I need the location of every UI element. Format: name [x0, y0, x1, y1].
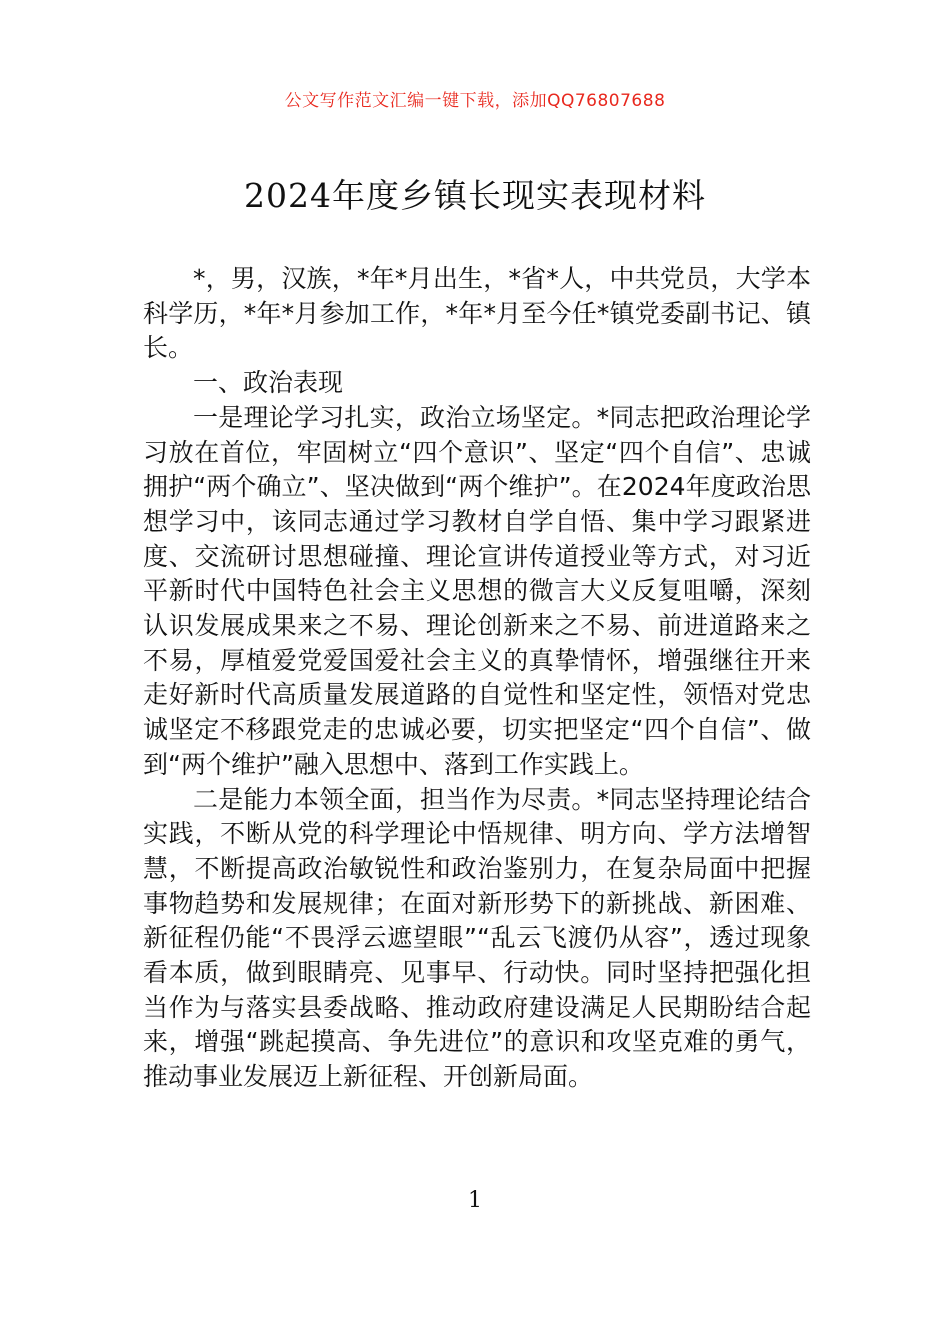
document-body: [143, 262, 811, 1095]
paragraph-theory-study: 一是理论学习扎实，政治立场坚定。*同志把政治理论学习放在首位，牢固树立“四个意识”、坚定“四个自信”、忠诚拥护“两个确立”、坚决做到“两个维护”。在2024年度政治思想学习中，该同志通过学习教材自学自悟、集中学习跟紧进度、交流研讨思想碰撞、理论宣讲传道授业等方式，对习近平新时代中国特色社会主义思想的微言大义反复咀嚼，深刻认识发展成果来之不易、理论创新来之不易、前进道路来之不易，厚植爱党爱国爱社会主义的真挚情怀，增强继往开来走好新时代高质量发展道路的自觉性和坚定性，领悟对党忠诚坚定不移跟党走的忠诚必要，切实把坚定“四个自信”、做到“两个维护”融入思想中、落到工作实践上。: [143, 402, 811, 779]
paragraph-ability: 二是能力本领全面，担当作为尽责。*同志坚持理论结合实践，不断从党的科学理论中悟规律、明方向、学方法增智慧，不断提高政治敏锐性和政治鉴别力，在复杂局面中把握事物趋势和发展规律；在面对新形势下的新挑战、新困难、新征程仍能“不畏浮云遮望眼”“乱云飞渡仍从容”，透过现象看本质，做到眼睛亮、见事早、行动快。同时坚持把强化担当作为与落实县委战略、推动政府建设满足人民期盼结合起来，增强“跳起摸高、争先进位”的意识和攻坚克难的勇气，推动事业发展迈上新征程、开创新局面。: [143, 784, 811, 1092]
paragraph-intro: *，男，汉族，*年*月出生，*省*人，中共党员，大学本科学历，*年*月参加工作，*年*月至今任*镇党委副书记、镇长。: [143, 264, 811, 363]
document-title: 2024年度乡镇长现实表现材料: [244, 176, 706, 215]
page-number: 1: [468, 1188, 482, 1213]
section-heading-political: 一、政治表现: [193, 368, 344, 398]
header-download-note: 公文写作范文汇编一键下载，添加QQ76807688: [284, 91, 666, 111]
